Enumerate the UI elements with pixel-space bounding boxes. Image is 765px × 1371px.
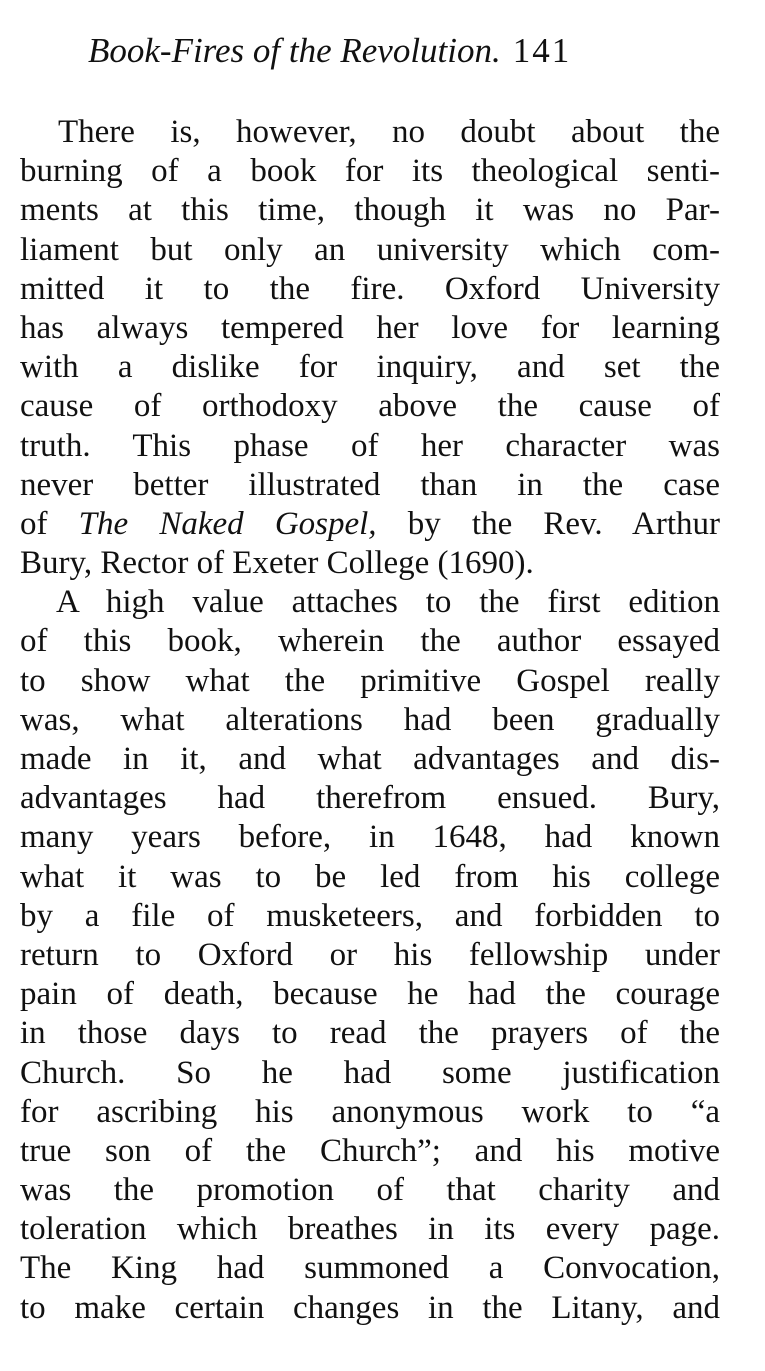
text-line: truth. This phase of her character was [20,427,720,464]
text-line: in those days to read the prayers of the [20,1015,720,1052]
text-line: to make certain changes in the Litany, and [20,1289,720,1326]
text-line: pain of death, because he had the courage [20,976,720,1013]
text-line: for ascribing his anonymous work to “a [20,1093,720,1130]
text-line: by a file of musketeers, and forbidden to [20,897,720,934]
text-line: return to Oxford or his fellowship under [20,936,720,973]
book-title: The Naked Gospel, [78,505,377,542]
text-segment: of [20,505,79,542]
text-line: was the promotion of that charity and [20,1172,720,1209]
text-line: Church. So he had some justification [20,1054,720,1091]
text-line: liament but only an university which com- [20,231,720,268]
text-line: A high value attaches to the first edition [56,584,720,621]
text-line: The King had summoned a Convocation, [20,1250,720,1287]
text-line: advantages had therefrom ensued. Bury, [20,780,720,817]
text-line: mitted it to the fire. Oxford University [20,270,720,307]
text-line: was, what alterations had been gradually [20,701,720,738]
text-line: made in it, and what advantages and dis- [20,741,720,777]
text-line: true son of the Church”; and his motive [20,1132,720,1169]
text-line: many years before, in 1648, had known [20,819,720,856]
body-text [20,113,720,1328]
text-line: with a dislike for inquiry, and set the [20,349,720,386]
text-line: what it was to be led from his college [20,858,720,895]
text-line: burning of a book for its theological senti- [20,153,720,190]
text-segment: by the Rev. Arthur [376,505,720,542]
text-line: never better illustrated than in the case [20,466,720,503]
text-line: Bury, Rector of Exeter College (1690). [20,545,534,582]
text-line: ments at this time, though it was no Par- [20,192,720,229]
paragraph-1 [20,113,720,583]
text-line: toleration which breathes in its every page. [20,1211,720,1248]
paragraph-2 [20,583,720,1328]
text-line: There is, however, no doubt about the [58,114,720,150]
text-line: cause of orthodoxy above the cause of [20,388,720,425]
page-header [88,28,718,74]
text-line-with-title [20,505,720,544]
text-line: has always tempered her love for learning [20,309,720,346]
running-title: Book-Fires of the Revolution. [88,31,501,70]
text-line: of this book, wherein the author essayed [20,623,720,660]
text-line: to show what the primitive Gospel really [20,662,720,699]
page-number: 141 [512,31,572,70]
